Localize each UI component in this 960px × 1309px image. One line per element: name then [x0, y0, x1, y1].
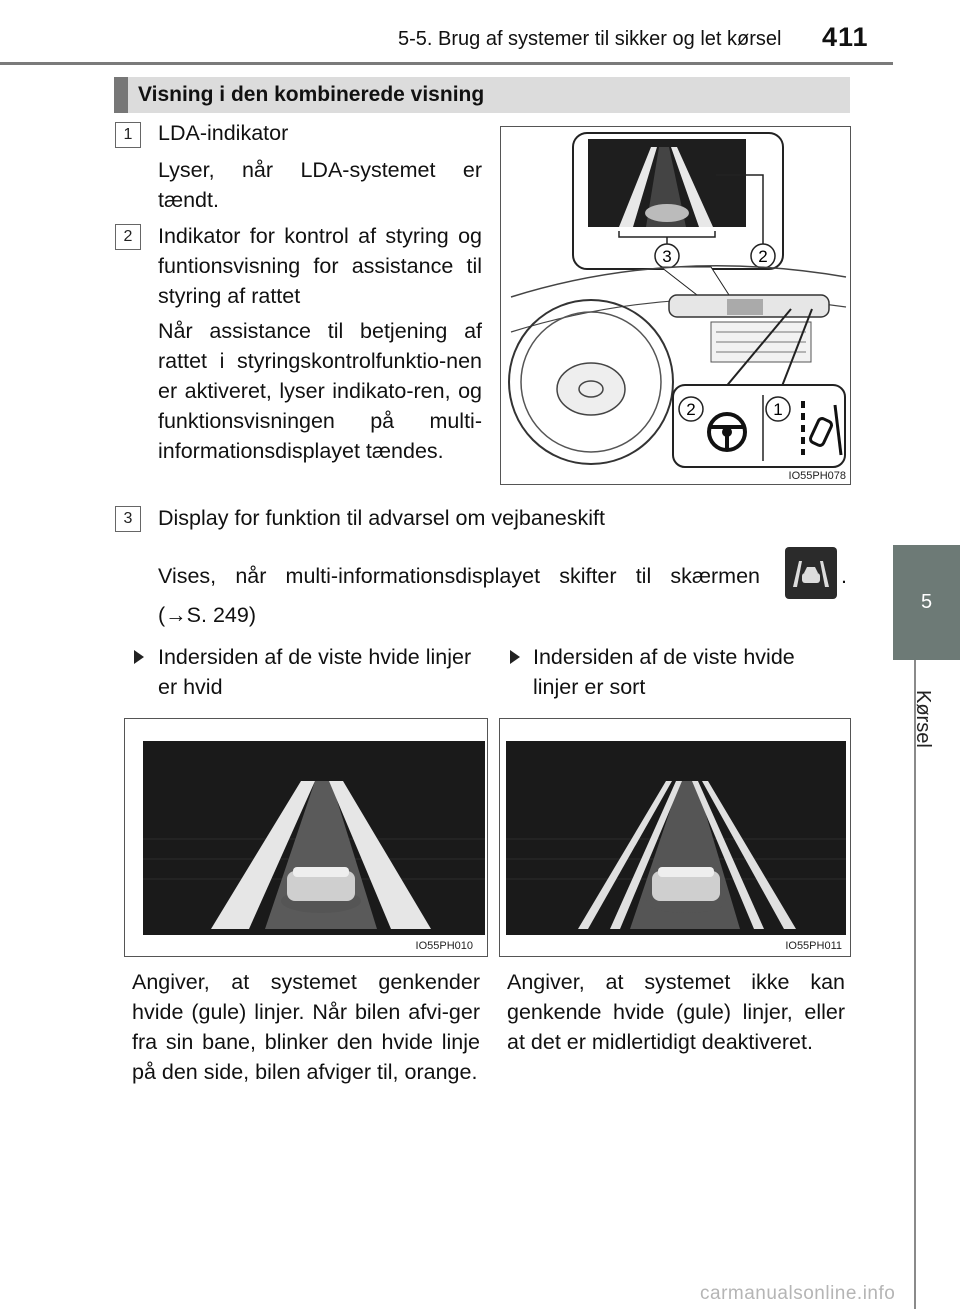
right-column-desc: Angiver, at systemet ikke kan genkende hvide (gule) linjer, eller at det er midlertidigt deaktiveret. [507, 970, 845, 1054]
figure-code-left: IO55PH010 [415, 940, 473, 952]
item-2-desc: Når assistance til betjening af rattet i styringskontrolfunktio-nen er aktiveret, lyser indikato-ren, og funktionsvisningen på multi-informationsdisplayet tændes. [158, 319, 482, 463]
callout-2-top: 2 [758, 247, 768, 266]
callout-1-bottom: 1 [773, 400, 783, 419]
lane-figure-left [124, 718, 488, 957]
heading-bar [114, 77, 128, 113]
watermark: carmanualsonline.info [700, 1283, 896, 1304]
bullet-left-text: Indersiden af de viste hvide linjer er hvid [158, 645, 472, 699]
section-heading-text: Visning i den kombinerede visning [138, 83, 485, 106]
chapter-tab-label: Kørsel [912, 690, 934, 748]
chapter-tab: 5 [893, 545, 960, 660]
lane-display-black-inner [500, 719, 850, 956]
left-column-desc: Angiver, at systemet genkender hvide (gule) linjer. Når bilen afvi-ger fra sin bane, blinker den hvide linje på den side, bilen afviger til, orange. [132, 970, 480, 1084]
item-1-title: LDA-indikator [158, 121, 289, 145]
item-3-desc-end: . [841, 564, 847, 588]
figure-code-right: IO55PH011 [785, 940, 842, 952]
bullet-marker-left [134, 650, 144, 664]
page-number: 411 [822, 22, 869, 52]
section-heading [114, 77, 850, 113]
callout-3-top: 3 [662, 247, 672, 266]
callout-2-bottom: 2 [686, 400, 696, 419]
item-3-title: Display for funktion til advarsel om vejbaneskift [158, 506, 605, 530]
lane-departure-glyph [785, 547, 837, 599]
figure-code-main: IO55PH078 [788, 470, 846, 482]
item-number-2: 2 [115, 224, 141, 250]
item-3-desc: Vises, når multi-informationsdisplayet skifter til skærmen [158, 564, 760, 588]
item-1-desc: Lyser, når LDA-systemet er tændt. [158, 158, 482, 212]
bullet-marker-right [510, 650, 520, 664]
item-3-reference: (→S. 249) [158, 603, 256, 627]
lane-figure-right [499, 718, 851, 957]
item-number-3: 3 [115, 506, 141, 532]
bullet-right-text: Indersiden af de viste hvide linjer er sort [533, 645, 795, 699]
header-rule [0, 62, 893, 65]
lane-departure-screen-icon [785, 547, 837, 599]
dashboard-illustration [501, 127, 850, 484]
lane-display-white-inner [125, 719, 487, 956]
item-number-1: 1 [115, 122, 141, 148]
item-2-title: Indikator for kontrol af styring og funtionsvisning for assistance til styring af rattet [158, 224, 482, 308]
main-figure [500, 126, 851, 485]
chapter-title: 5-5. Brug af systemer til sikker og let kørsel [398, 28, 782, 50]
